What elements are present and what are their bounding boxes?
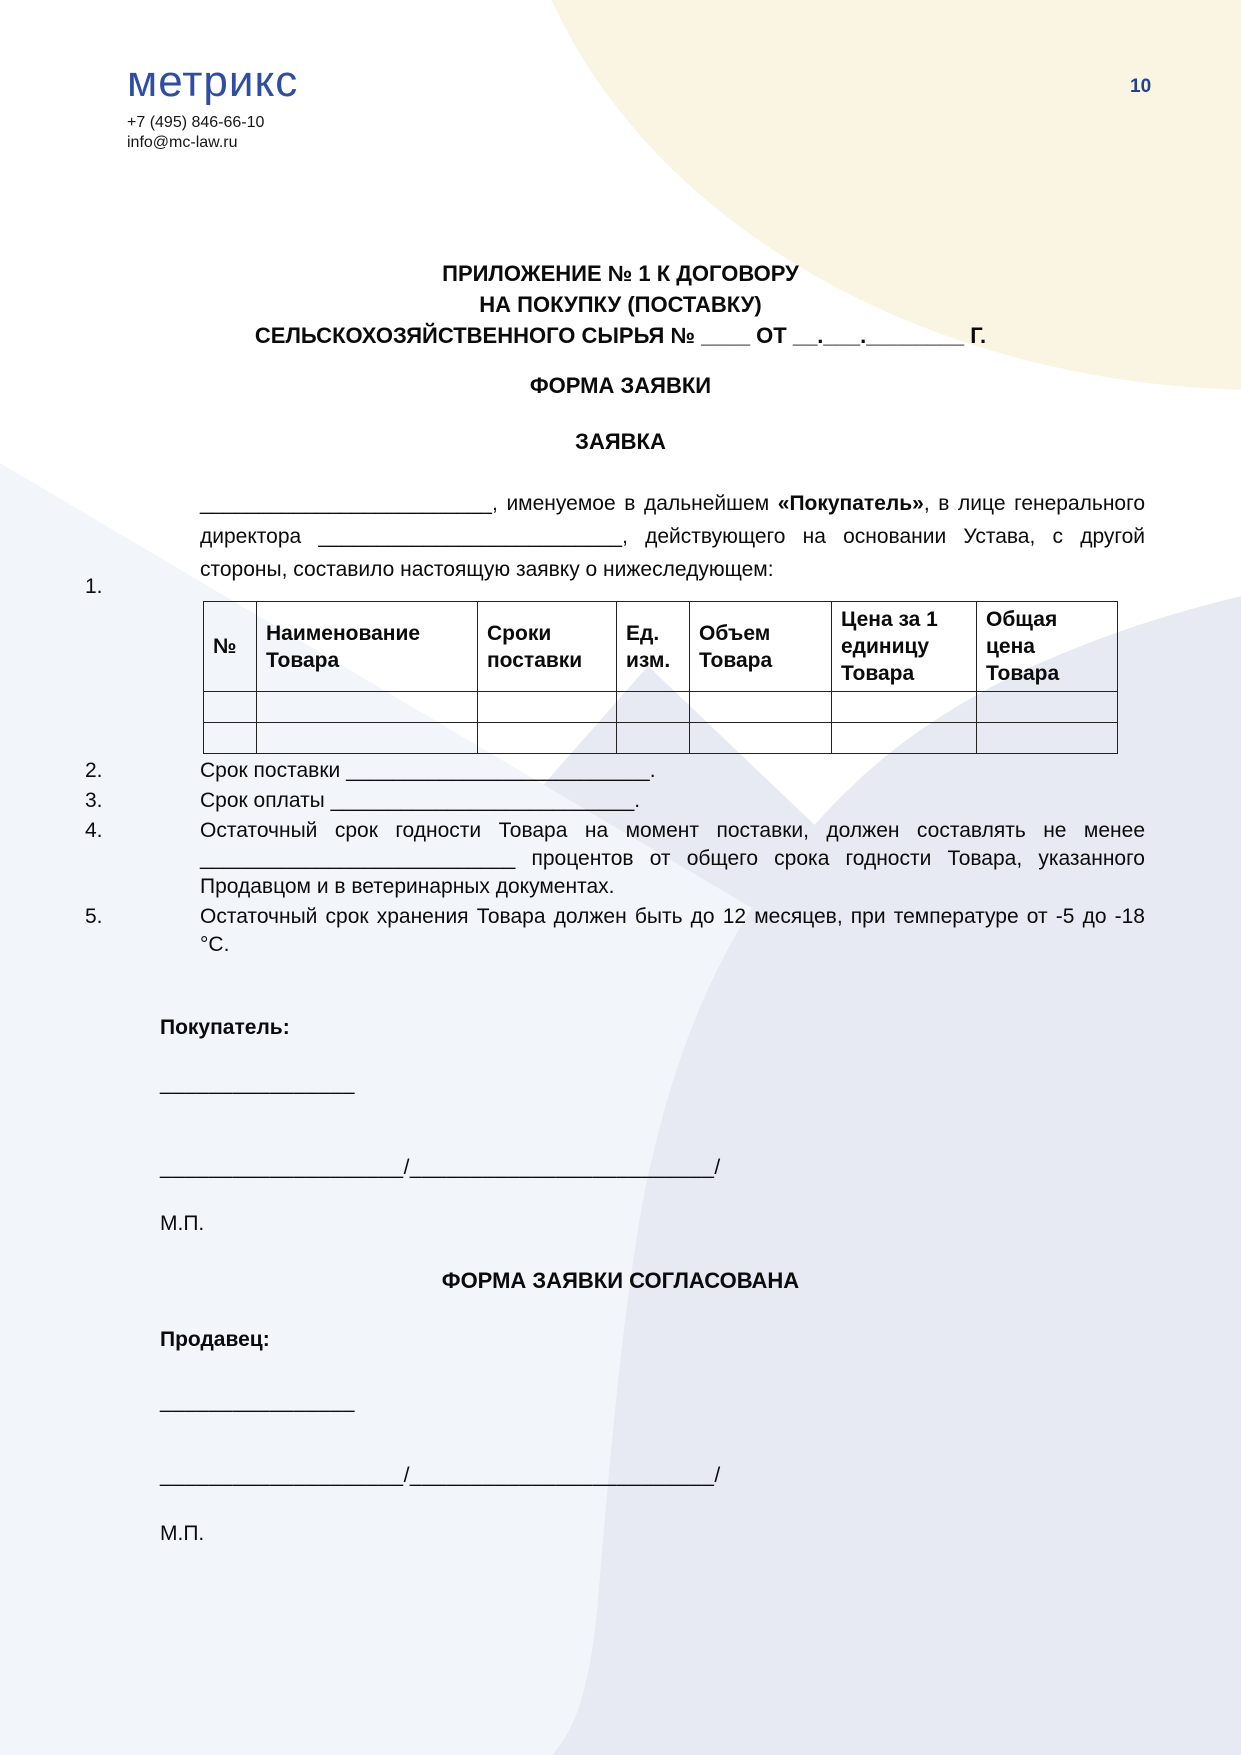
col-header-unit-price: Цена за 1 единицу Товара bbox=[832, 602, 977, 692]
buyer-name-blank: _________________________ bbox=[200, 492, 492, 515]
numbered-list bbox=[85, 757, 1145, 961]
col-header-number: № bbox=[204, 602, 257, 692]
col-header-volume: Объем Товара bbox=[690, 602, 832, 692]
list-number-5: 5. bbox=[85, 905, 103, 928]
list-number-4: 4. bbox=[85, 819, 103, 842]
document-title-line-1: ПРИЛОЖЕНИЕ № 1 К ДОГОВОРУ bbox=[442, 261, 799, 286]
document-title bbox=[115, 258, 1126, 351]
table-cell-empty bbox=[977, 723, 1118, 754]
list-number-3: 3. bbox=[85, 789, 103, 812]
table-cell-empty bbox=[690, 723, 832, 754]
intro-text-2: , в лице генерального директора bbox=[200, 492, 1145, 548]
buyer-label: Покупатель: bbox=[160, 1016, 290, 1039]
seller-stamp-label: М.П. bbox=[160, 1522, 205, 1545]
form-subtitle: ФОРМА ЗАЯВКИ bbox=[529, 373, 712, 398]
list-item-2 bbox=[85, 757, 1145, 785]
seller-signature-line: ____________________/_________________________/ bbox=[160, 1464, 721, 1487]
table-cell-empty bbox=[690, 692, 832, 723]
intro-paragraph bbox=[200, 487, 1145, 586]
table-cell-empty bbox=[204, 692, 257, 723]
table-cell-empty bbox=[617, 723, 690, 754]
storage-term-text: Остаточный срок хранения Товара должен быть до 12 месяцев, при температуре от -5 до -18 °С. bbox=[200, 905, 1145, 956]
buyer-signature-line: ____________________/_________________________/ bbox=[160, 1156, 721, 1179]
table-cell-empty bbox=[257, 723, 478, 754]
table-cell-empty bbox=[832, 692, 977, 723]
col-header-unit: Ед. изм. bbox=[617, 602, 690, 692]
col-header-total-price: Общая цена Товара bbox=[977, 602, 1118, 692]
table-header-row bbox=[204, 602, 1118, 692]
list-number-2: 2. bbox=[85, 759, 103, 782]
phone-number: +7 (495) 846-66-10 bbox=[127, 114, 265, 131]
shelf-life-text: Остаточный срок годности Товара на момент поставки, должен составлять не менее ___________________________ процентов от общего срока годности Товара, указанного Продавцом и в ветеринарных документах. bbox=[200, 819, 1145, 898]
seller-short-line: ________________ bbox=[160, 1390, 355, 1413]
table-cell-empty bbox=[478, 692, 617, 723]
col-header-delivery-terms: Сроки поставки bbox=[478, 602, 617, 692]
list-item-4 bbox=[85, 817, 1145, 901]
table-cell-empty bbox=[257, 692, 478, 723]
company-logo: метрикс bbox=[127, 57, 299, 106]
list-item-3 bbox=[85, 787, 1145, 815]
document-title-line-2: НА ПОКУПКУ (ПОСТАВКУ) bbox=[479, 292, 762, 317]
table-cell-empty bbox=[478, 723, 617, 754]
table-cell-empty bbox=[977, 692, 1118, 723]
document-title-line-3: СЕЛЬСКОХОЗЯЙСТВЕННОГО СЫРЬЯ № ____ ОТ __.___.________ Г. bbox=[254, 323, 987, 348]
table-row bbox=[204, 723, 1118, 754]
contact-block bbox=[127, 113, 298, 153]
payment-term-text: Срок оплаты __________________________. bbox=[200, 789, 641, 812]
delivery-term-text: Срок поставки __________________________. bbox=[200, 759, 656, 782]
col-header-product-name: Наименование Товара bbox=[257, 602, 478, 692]
director-name-blank: __________________________ bbox=[318, 525, 623, 548]
list-number-1: 1. bbox=[85, 575, 103, 598]
agreed-heading: ФОРМА ЗАЯВКИ СОГЛАСОВАНА bbox=[441, 1268, 800, 1293]
table-row bbox=[204, 692, 1118, 723]
page-number: 10 bbox=[1130, 76, 1152, 97]
intro-text-1: , именуемое в дальнейшем bbox=[491, 492, 778, 515]
request-heading: ЗАЯВКА bbox=[575, 429, 666, 454]
list-item-5 bbox=[85, 903, 1145, 959]
table-cell-empty bbox=[204, 723, 257, 754]
goods-table bbox=[203, 601, 1118, 754]
goods-table-wrap bbox=[203, 601, 1118, 754]
buyer-stamp-label: М.П. bbox=[160, 1212, 205, 1235]
letterhead bbox=[127, 57, 299, 153]
table-cell-empty bbox=[617, 692, 690, 723]
email-address: info@mc-law.ru bbox=[127, 134, 238, 151]
intro-text-3: , действующего на основании Устава, с другой стороны, составило настоящую заявку о нижеследующем: bbox=[200, 525, 1145, 581]
buyer-term: «Покупатель» bbox=[777, 492, 924, 515]
buyer-short-line: ________________ bbox=[160, 1072, 355, 1095]
table-cell-empty bbox=[832, 723, 977, 754]
seller-label: Продавец: bbox=[160, 1328, 270, 1351]
